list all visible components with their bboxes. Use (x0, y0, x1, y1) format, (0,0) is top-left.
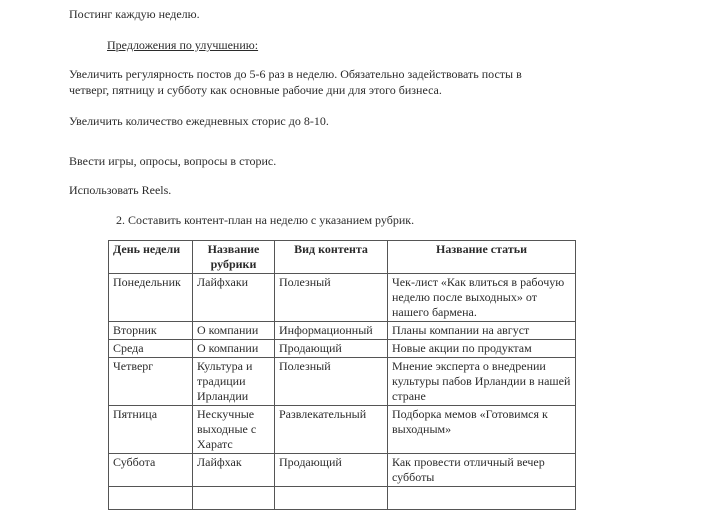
cell-article-title: Чек-лист «Как влиться в рабочую неделю после выходных» от нашего бармена. (388, 274, 576, 322)
improvements-heading: Предложения по улучшению: (107, 38, 259, 52)
cell-rubric: Лайфхак (193, 454, 275, 487)
table-row (109, 406, 576, 454)
header-day: День недели (109, 241, 193, 274)
content-plan-table (108, 240, 576, 510)
cell-rubric: Нескучные выходные с Харатс (193, 406, 275, 454)
header-content-type: Вид контента (275, 241, 388, 274)
cell-content-type: Продающий (275, 454, 388, 487)
cell-article-title: Подборка мемов «Готовимся к выходным» (388, 406, 576, 454)
cell-day: Четверг (109, 358, 193, 406)
cell-content-type: Продающий (275, 340, 388, 358)
cell-article-title: Новые акции по продуктам (388, 340, 576, 358)
cell-article-title: Мнение эксперта о внедрении культуры пабов Ирландии в нашей стране (388, 358, 576, 406)
cell-day: Суббота (109, 454, 193, 487)
cell-content-type: Развлекательный (275, 406, 388, 454)
cell-article-title (388, 487, 576, 510)
table-row (109, 358, 576, 406)
task-2-heading: 2. Составить контент-план на неделю с указанием рубрик. (116, 213, 415, 227)
paragraph-increase-stories: Увеличить количество ежедневных сторис до 8-10. (69, 114, 329, 128)
paragraph-add-games: Ввести игры, опросы, вопросы в сторис. (69, 154, 277, 168)
paragraph-posting-weekly: Постинг каждую неделю. (69, 7, 200, 21)
cell-rubric: Культура и традиции Ирландии (193, 358, 275, 406)
table-row (109, 274, 576, 322)
cell-content-type (275, 487, 388, 510)
cell-content-type: Полезный (275, 358, 388, 406)
header-article-title: Название статьи (388, 241, 576, 274)
cell-article-title: Планы компании на август (388, 322, 576, 340)
paragraph-increase-regularity: Увеличить регулярность постов до 5-6 раз в неделю. Обязательно задействовать посты в четверг, пятницу и субботу как основные рабочие дни для этого бизнеса. (69, 67, 522, 97)
table-row (109, 322, 576, 340)
header-rubric: Название рубрики (193, 241, 275, 274)
cell-rubric: Лайфхаки (193, 274, 275, 322)
table-row (109, 454, 576, 487)
table-header-row (109, 241, 576, 274)
cell-day: Вторник (109, 322, 193, 340)
paragraph-use-reels: Использовать Reels. (69, 183, 172, 197)
cell-content-type: Полезный (275, 274, 388, 322)
cell-day: Среда (109, 340, 193, 358)
cell-day: Пятница (109, 406, 193, 454)
table-row (109, 340, 576, 358)
cell-rubric: О компании (193, 322, 275, 340)
cell-content-type: Информационный (275, 322, 388, 340)
table-row-partial (109, 487, 576, 510)
cell-day (109, 487, 193, 510)
cell-day: Понедельник (109, 274, 193, 322)
cell-rubric (193, 487, 275, 510)
cell-article-title: Как провести отличный вечер субботы (388, 454, 576, 487)
cell-rubric: О компании (193, 340, 275, 358)
